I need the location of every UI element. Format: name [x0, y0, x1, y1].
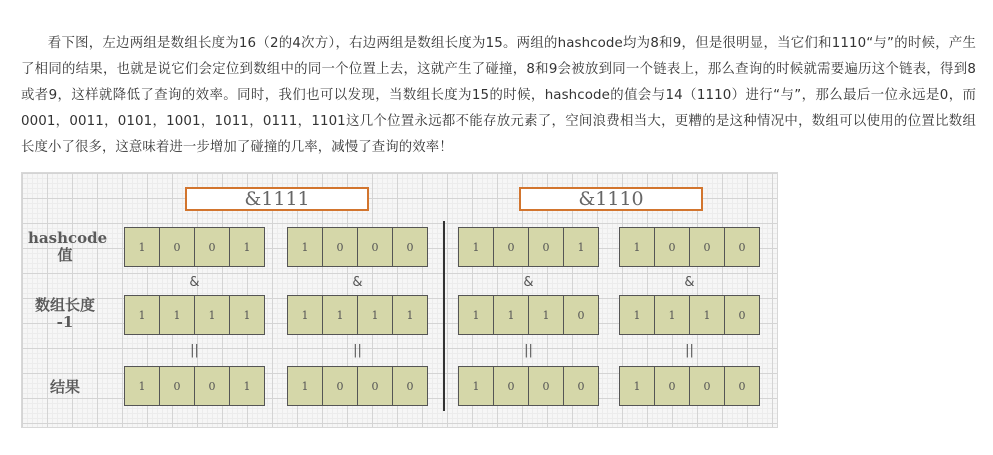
group-1-hashcode-cells	[124, 227, 265, 267]
group-divider-line	[443, 221, 445, 411]
row-label-result	[28, 379, 102, 396]
group-4-and-operator: &	[684, 275, 695, 290]
bit-cell: 1	[125, 296, 160, 334]
row-label-length-minus-one	[28, 297, 102, 331]
bit-cell: 1	[690, 296, 725, 334]
row-label-hashcode-line1: hashcode	[28, 229, 108, 247]
bit-cell: 1	[125, 228, 160, 266]
bit-cell: 0	[564, 367, 598, 405]
bit-cell: 1	[195, 296, 230, 334]
group-3-result-cells	[458, 366, 599, 406]
bit-cell: 1	[288, 367, 323, 405]
bit-cell: 0	[195, 228, 230, 266]
bit-cell: 0	[655, 367, 690, 405]
group-1-result-cells	[124, 366, 265, 406]
bit-cell: 0	[160, 228, 195, 266]
group-3-length-cells	[458, 295, 599, 335]
bit-cell: 0	[725, 228, 759, 266]
bit-cell: 0	[529, 228, 564, 266]
bit-cell: 0	[393, 228, 427, 266]
group-4-length-cells	[619, 295, 760, 335]
bit-cell: 1	[393, 296, 427, 334]
bit-cell: 0	[725, 367, 759, 405]
bit-cell: 0	[358, 367, 393, 405]
bit-cell: 1	[230, 367, 264, 405]
bit-cell: 0	[323, 367, 358, 405]
bit-cell: 0	[195, 367, 230, 405]
group-4-equals-operator: ||	[685, 343, 694, 358]
bit-cell: 0	[323, 228, 358, 266]
row-label-result-text: 结果	[49, 378, 80, 396]
bit-cell: 1	[620, 228, 655, 266]
group-2-equals-operator: ||	[353, 343, 362, 358]
bit-cell: 1	[459, 228, 494, 266]
bitwise-and-diagram	[21, 172, 778, 428]
bit-cell: 1	[288, 228, 323, 266]
bit-cell: 1	[655, 296, 690, 334]
row-label-hashcode	[28, 229, 108, 264]
bit-cell: 0	[564, 296, 598, 334]
bit-cell: 0	[529, 367, 564, 405]
group-2-result-cells	[287, 366, 428, 406]
bit-cell: 0	[690, 228, 725, 266]
row-label-length-line2: -1	[56, 313, 74, 331]
bit-cell: 0	[494, 228, 529, 266]
group-2-length-cells	[287, 295, 428, 335]
bit-cell: 1	[620, 296, 655, 334]
article-paragraph: 看下图，左边两组是数组长度为16（2的4次方），右边两组是数组长度为15。两组的hashcode均为8和9，但是很明显，当它们和1110“与”的时候，产生了相同的结果，也就是说它们会定位到数组中的同一个位置上去，这就产生了碰撞，8和9会被放到同一个链表上，那么查询的时候就需要遍历这个链表，得到8或者9，这样就降低了查询的效率。同时，我们也可以发现，当数组长度为15的时候，hashcode的值会与14（1110）进行“与”，那么最后一位永远是0，而0001，0011，0101，1001，1011，0111，1101这几个位置永远都不能存放元素了，空间浪费相当大，更糟的是这种情况中，数组可以使用的位置比数组长度小了很多，这意味着进一步增加了碰撞的几率，减慢了查询的效率！	[21, 36, 976, 156]
bit-cell: 1	[125, 367, 160, 405]
bit-cell: 0	[690, 367, 725, 405]
bit-cell: 0	[160, 367, 195, 405]
bit-cell: 1	[230, 228, 264, 266]
bit-cell: 1	[620, 367, 655, 405]
group-4-hashcode-cells	[619, 227, 760, 267]
group-1-length-cells	[124, 295, 265, 335]
bit-cell: 1	[230, 296, 264, 334]
group-1-and-operator: &	[189, 275, 200, 290]
group-3-hashcode-cells	[458, 227, 599, 267]
bit-cell: 0	[358, 228, 393, 266]
group-1-equals-operator: ||	[190, 343, 199, 358]
bit-cell: 1	[288, 296, 323, 334]
bit-cell: 1	[323, 296, 358, 334]
bit-cell: 1	[459, 296, 494, 334]
bit-cell: 0	[725, 296, 759, 334]
bit-cell: 1	[494, 296, 529, 334]
bit-cell: 1	[358, 296, 393, 334]
group-3-and-operator: &	[523, 275, 534, 290]
bit-cell: 0	[494, 367, 529, 405]
bit-cell: 1	[459, 367, 494, 405]
group-3-equals-operator: ||	[524, 343, 533, 358]
group-2-hashcode-cells	[287, 227, 428, 267]
bit-cell: 1	[564, 228, 598, 266]
group-2-and-operator: &	[352, 275, 363, 290]
row-label-length-line1: 数组长度	[34, 296, 95, 314]
row-label-hashcode-line2: 值	[57, 246, 73, 264]
bit-cell: 0	[655, 228, 690, 266]
mask-header-right: &1110	[519, 187, 703, 211]
bit-cell: 1	[160, 296, 195, 334]
group-4-result-cells	[619, 366, 760, 406]
bit-cell: 1	[529, 296, 564, 334]
mask-header-left: &1111	[185, 187, 369, 211]
bit-cell: 0	[393, 367, 427, 405]
